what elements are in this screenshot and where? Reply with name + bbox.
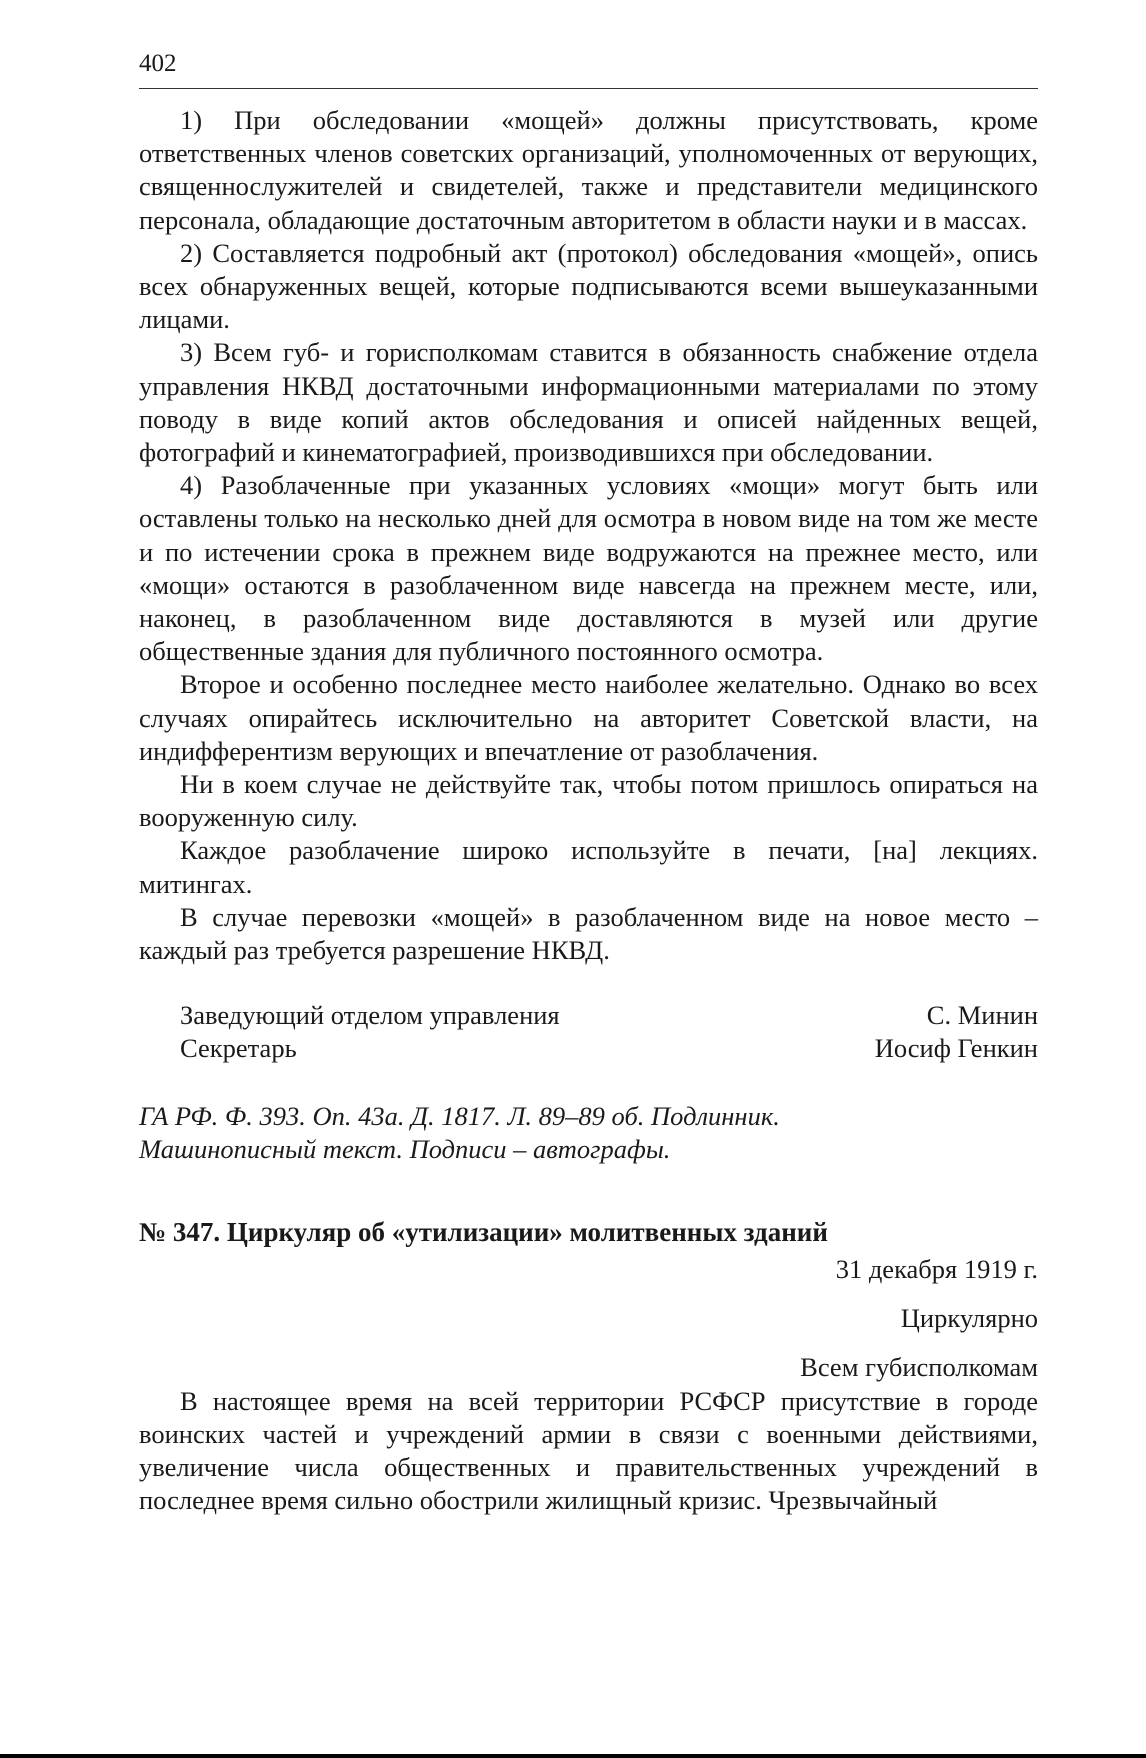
source-line-2: Машинописный текст. Подписи – автографы. — [139, 1133, 671, 1164]
paragraph-1: 1) При обследовании «мощей» должны присутствовать, кроме ответственных членов советских организаций, уполномоченных от верующих, священнослужителей и свидетелей, также и представители медицинского персонала, обладающие достаточным авторитетом в области науки и в массах. — [139, 105, 1038, 235]
signature-name: С. Минин — [926, 1000, 1038, 1031]
bottom-edge — [0, 1754, 1146, 1758]
page-body — [139, 104, 1038, 1517]
document-date: 31 декабря 1919 г. — [835, 1253, 1038, 1284]
signature-block — [139, 999, 1038, 1065]
paragraph-3: 3) Всем губ- и горисполкомам ставится в обязанность снабжение отдела управления НКВД достаточными информационными материалами по этому поводу в виде копий актов обследования и описей найденных вещей, фотографий и кинематографией, производившихся при обследовании. — [139, 337, 1038, 468]
paragraph-8: В случае перевозки «мощей» в разоблаченном виде на новое место – каждый раз требуется разрешение НКВД. — [139, 901, 1038, 966]
addressee: Всем губисполкомам — [800, 1352, 1038, 1383]
paragraph-4: 4) Разоблаченные при указанных условиях «мощи» могут быть или оставлены только на несколько дней для осмотра в новом виде на том же месте и по истечении срока в прежнем виде водружаются на прежнее место, или «мощи» остаются в разоблаченном виде навсегда на прежнем месте, или, наконец, в разоблаченном виде доставляются в музей или другие общественные здания для публичного постоянного осмотра. — [139, 470, 1038, 667]
document-title: № 347. Циркуляр об «утилизации» молитвенных зданий — [139, 1216, 828, 1247]
paragraph-5: Второе и особенно последнее место наиболее желательно. Однако во всех случаях опирайтесь исключительно на авторитет Советской власти, на индифферентизм верующих и впечатление от разоблачения. — [139, 669, 1038, 766]
page-number: 402 — [139, 50, 177, 77]
circular-label: Циркулярно — [900, 1303, 1038, 1334]
signature-row — [139, 1032, 1038, 1065]
paragraph-6: Ни в коем случае не действуйте так, чтобы потом пришлось опираться на вооруженную силу. — [139, 769, 1038, 833]
signature-role: Секретарь — [180, 1033, 297, 1064]
source-line-1: ГА РФ. Ф. 393. Оп. 43а. Д. 1817. Л. 89–89 об. Подлинник. — [139, 1100, 780, 1131]
paragraph-2: 2) Составляется подробный акт (протокол) обследования «мощей», опись всех обнаруженных вещей, которые подписываются всеми вышеуказанными лицами. — [139, 237, 1038, 335]
signature-role: Заведующий отделом управления — [180, 1000, 560, 1031]
header-rule — [139, 88, 1038, 89]
paragraph-7: Каждое разоблачение широко используйте в печати, [на] лекциях. митингах. — [139, 835, 1038, 899]
document-body: В настоящее время на всей территории РСФСР присутствие в городе воинских частей и учреждений армии в связи с военными действиями, увеличение числа общественных и правительственных учреждений в последнее время сильно обострили жилищный кризис. Чрезвычайный — [139, 1385, 1038, 1516]
archive-source-note — [139, 1100, 1038, 1166]
signature-row — [139, 999, 1038, 1032]
signature-name: Иосиф Генкин — [874, 1033, 1038, 1064]
